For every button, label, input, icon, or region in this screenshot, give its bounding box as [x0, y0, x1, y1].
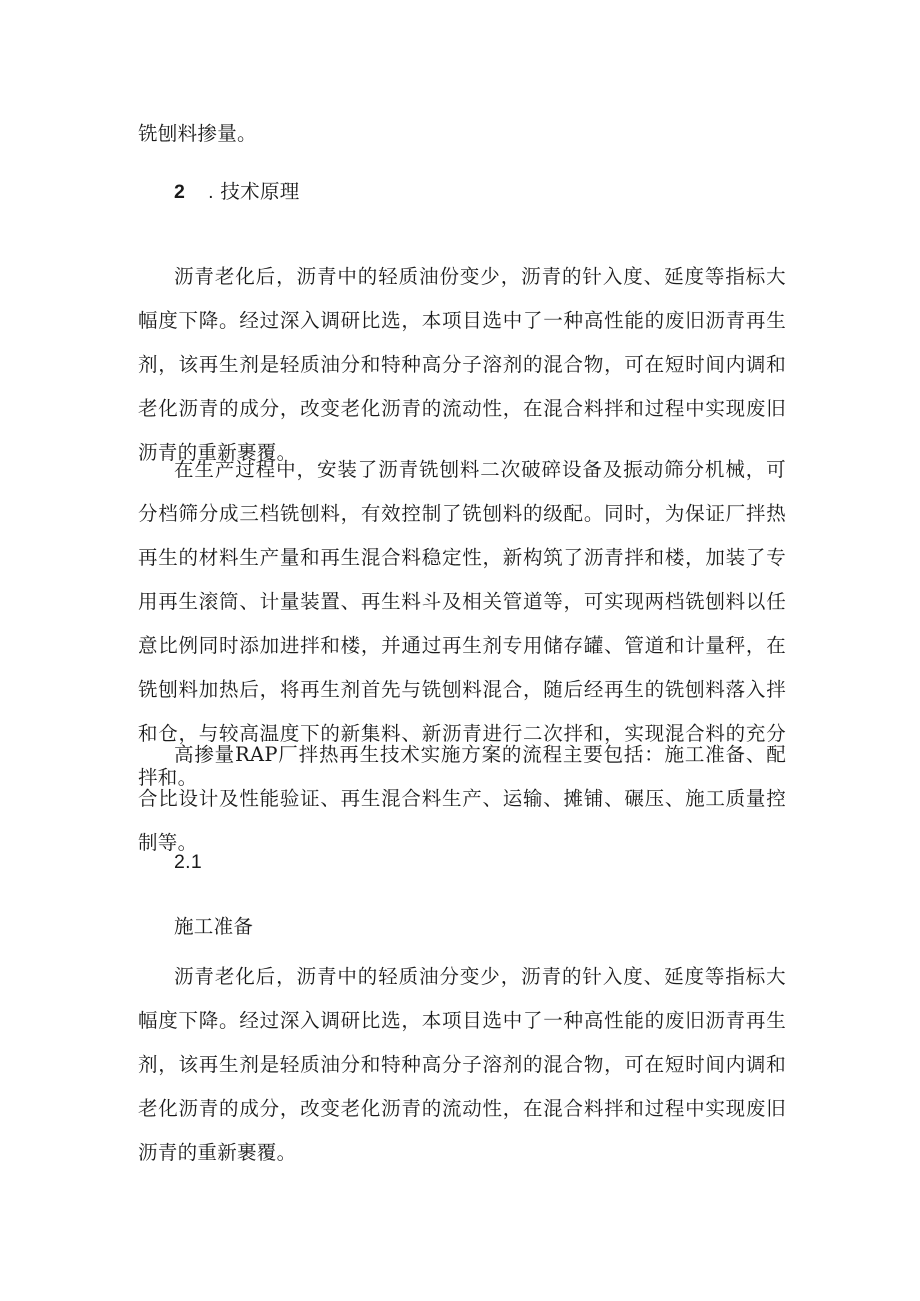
top-fragment: 铣刨料掺量。 — [138, 122, 257, 145]
section-2-heading — [174, 180, 300, 204]
section-2-number: 2 — [174, 181, 186, 203]
section-2-1-title: 施工准备 — [174, 915, 254, 938]
paragraph-process: 高掺量RAP厂拌热再生技术实施方案的流程主要包括：施工准备、配合比设计及性能验证、再生混合料生产、运输、摊铺、碾压、施工质量控制等。 — [138, 743, 786, 854]
section-2-title: 技术原理 — [220, 180, 300, 203]
paragraph-aging-repeat: 沥青老化后，沥青中的轻质油分变少，沥青的针入度、延度等指标大幅度下降。经过深入调研比选，本项目选中了一种高性能的废旧沥青再生剂，该再生剂是轻质油分和特种高分子溶剂的混合物，可在短时间内调和老化沥青的成分，改变老化沥青的流动性，在混合料拌和过程中实现废旧沥青的重新裹覆。 — [138, 965, 786, 1164]
section-2-separator: . — [208, 181, 214, 203]
paragraph-production: 在生产过程中，安装了沥青铣刨料二次破碎设备及振动筛分机械，可分档筛分成三档铣刨料，有效控制了铣刨料的级配。同时，为保证厂拌热再生的材料生产量和再生混合料稳定性，新构筑了沥青拌和楼，加装了专用再生滚筒、计量装置、再生料斗及相关管道等，可实现两档铣刨料以任意比例同时添加进拌和楼，并通过再生剂专用储存罐、管道和计量秤，在铣刨料加热后，将再生剂首先与铣刨料混合，随后经再生的铣刨料落入拌和仓，与较高温度下的新集料、新沥青进行二次拌和，实现混合料的充分拌和。 — [138, 458, 786, 789]
section-2-1-number: 2.1 — [174, 851, 203, 873]
paragraph-aging: 沥青老化后，沥青中的轻质油份变少，沥青的针入度、延度等指标大幅度下降。经过深入调研比选，本项目选中了一种高性能的废旧沥青再生剂，该再生剂是轻质油分和特种高分子溶剂的混合物，可在短时间内调和老化沥青的成分，改变老化沥青的流动性，在混合料拌和过程中实现废旧沥青的重新裹覆。 — [138, 265, 786, 464]
